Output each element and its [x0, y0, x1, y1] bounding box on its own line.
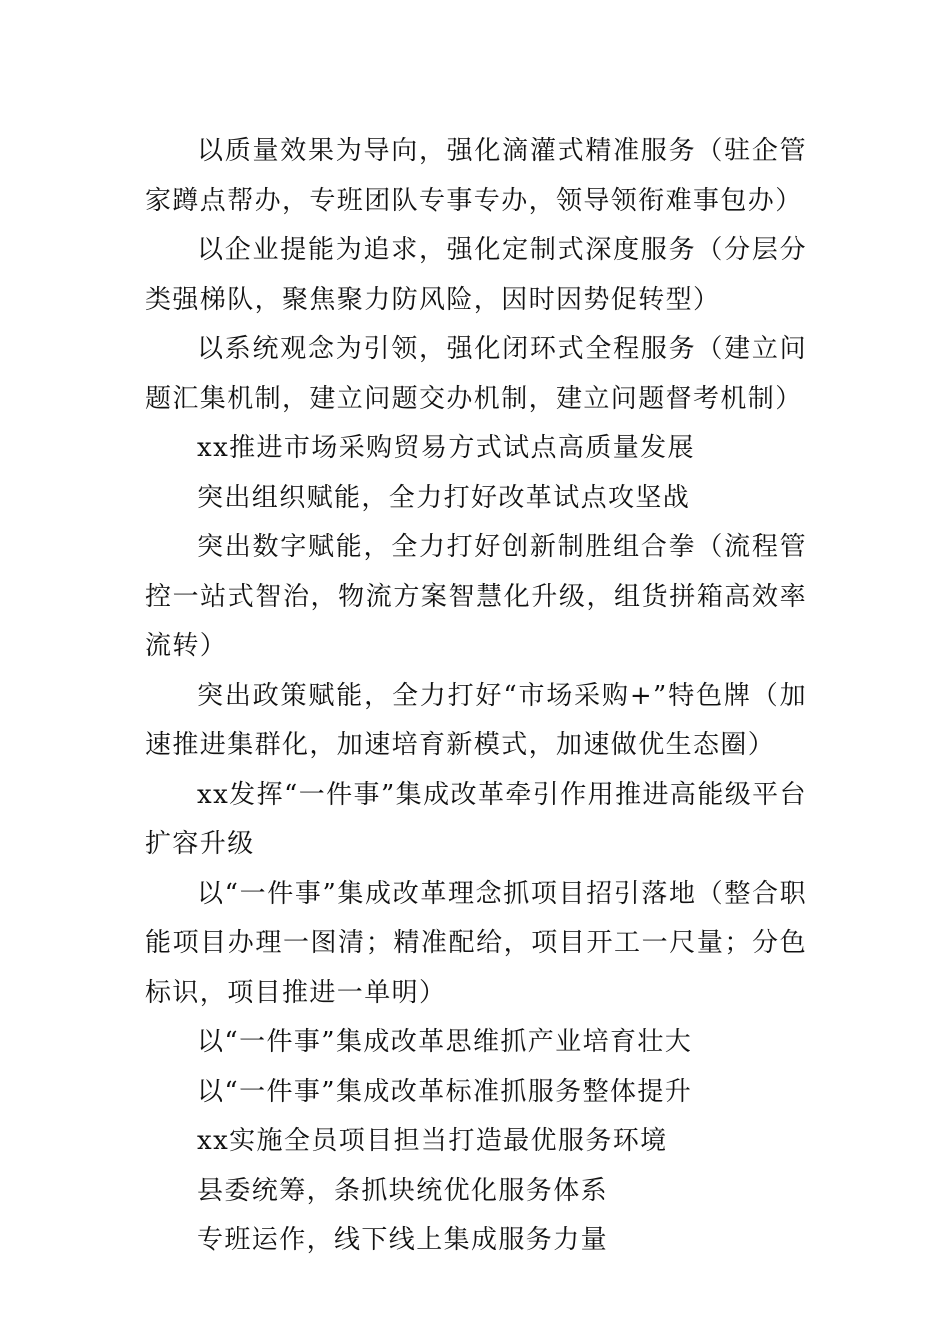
paragraph-3: 以系统观念为引领，强化闭环式全程服务（建立问题汇集机制，建立问题交办机制，建立问题督考机制）	[145, 334, 807, 414]
paragraph-4: xx推进市场采购贸易方式试点高质量发展	[197, 433, 695, 463]
paragraph-13: 县委统筹，条抓块统优化服务体系	[197, 1175, 609, 1206]
document-body	[145, 127, 807, 1266]
paragraph-12: xx实施全员项目担当打造最优服务环境	[197, 1126, 668, 1156]
paragraph-9: 以“一件事”集成改革理念抓项目招引落地（整合职能项目办理一图清；精准配给，项目开工一尺量；分色标识，项目推进一单明）	[145, 878, 807, 1008]
paragraph-5: 突出组织赋能，全力打好改革试点攻坚战	[197, 482, 691, 513]
paragraph-7: 突出政策赋能，全力打好“市场采购+”特色牌（加速推进集群化，加速培育新模式，加速做优生态圈）	[145, 680, 807, 760]
paragraph-8: xx发挥“一件事”集成改革牵引作用推进高能级平台扩容升级	[145, 779, 807, 859]
paragraph-14: 专班运作，线下线上集成服务力量	[197, 1225, 609, 1255]
paragraph-2: 以企业提能为追求，强化定制式深度服务（分层分类强梯队，聚焦聚力防风险，因时因势促转型）	[145, 235, 807, 315]
paragraph-11: 以“一件事”集成改革标准抓服务整体提升	[197, 1076, 693, 1107]
paragraph-1: 以质量效果为导向，强化滴灌式精准服务（驻企管家蹲点帮办，专班团队专事专办，领导领衔难事包办）	[145, 136, 807, 216]
paragraph-10: 以“一件事”集成改革思维抓产业培育壮大	[197, 1027, 693, 1057]
paragraph-6: 突出数字赋能，全力打好创新制胜组合拳（流程管控一站式智治，物流方案智慧化升级，组货拼箱高效率流转）	[145, 532, 807, 661]
